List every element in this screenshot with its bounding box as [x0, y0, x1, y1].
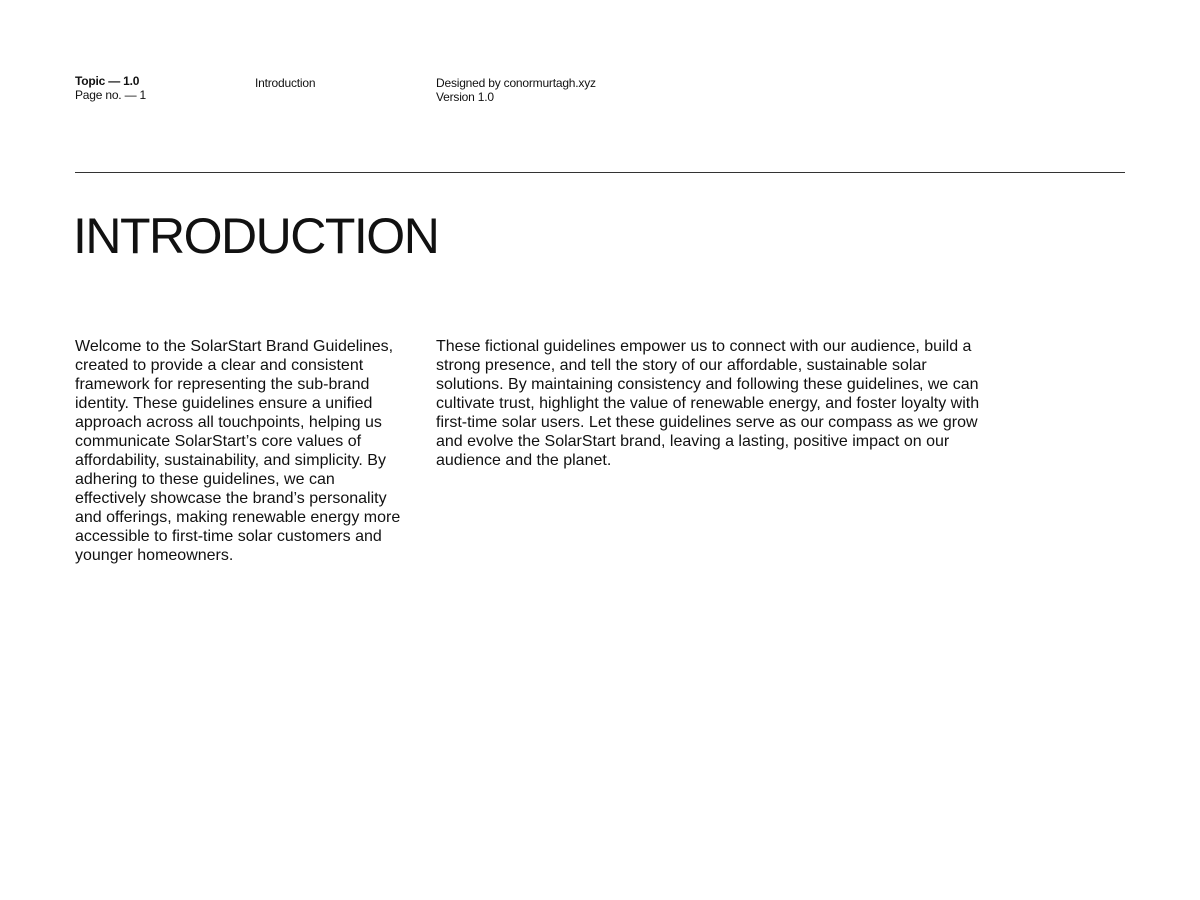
section-meta [255, 76, 315, 90]
header-divider [75, 172, 1125, 173]
page-number-label: Page no. — 1 [75, 88, 146, 102]
intro-paragraph-left: Welcome to the SolarStart Brand Guidelines, created to provide a clear and consistent framework for representing the sub-brand identity. These guidelines ensure a unified approach across all touchpoints, helping us communicate SolarStart’s core values of affordability, sustainability, and simplicity. By adhering to these guidelines, we can effectively showcase the brand’s personality and offerings, making renewable energy more accessible to first-time solar customers and younger homeowners. [75, 338, 401, 564]
intro-paragraph-right: These fictional guidelines empower us to connect with our audience, build a strong presence, and tell the story of our affordable, sustainable solar solutions. By maintaining consistency and following these guidelines, we can cultivate trust, highlight the value of renewable energy, and foster loyalty with first-time solar users. Let these guidelines serve as our compass as we grow and evolve the SolarStart brand, leaving a lasting, positive impact on our audience and the planet. [436, 338, 980, 469]
designer-credit: Designed by conormurtagh.xyz [436, 76, 596, 90]
topic-meta [75, 74, 146, 102]
section-label: Introduction [255, 76, 316, 90]
credits-meta [436, 76, 596, 104]
topic-label: Topic — 1.0 [75, 74, 140, 88]
version-label: Version 1.0 [436, 90, 494, 104]
page-title: INTRODUCTION [73, 208, 439, 264]
